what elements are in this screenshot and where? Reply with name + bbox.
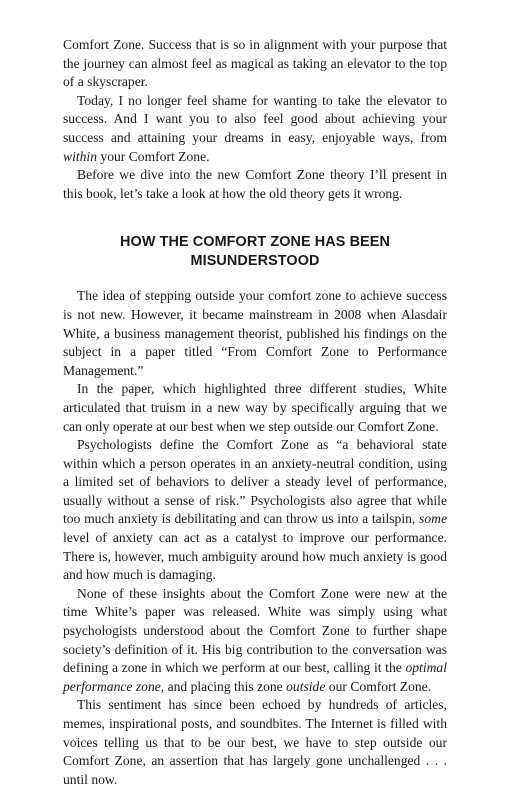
section-paragraph-3-text-b: level of anxiety can act as a catalyst to improve our performance. There is, however, much ambiguity around how much anxiety is good and how much is damaging. xyxy=(63,530,447,583)
book-page xyxy=(63,36,447,789)
intro-paragraph-2-text-a: Today, I no longer feel shame for wanting to take the elevator to success. And I want you to also feel good about achieving your success and attaining your dreams in easy, enjoyable ways, from xyxy=(63,92,447,145)
section-heading-line-2: MISUNDERSTOOD xyxy=(190,253,320,270)
section-paragraph-5: This sentiment has since been echoed by hundreds of articles, memes, inspirational posts, and soundbites. The Internet is filled with voices telling us that to be our best, we have to step outside our Comfort Zone, an assertion that has largely gone unchallenged . . . until now. xyxy=(63,697,447,787)
section-paragraph-2: In the paper, which highlighted three different studies, White articulated that truism in a new way by specifically arguing that we can only operate at our best when we step outside our Comfort Zone. xyxy=(63,381,447,434)
section-paragraph-4 xyxy=(63,585,447,697)
intro-paragraph-2-emphasis: within xyxy=(63,148,97,164)
section-paragraph-3 xyxy=(63,436,447,585)
section-paragraph-4-text-c: our Comfort Zone. xyxy=(325,678,432,694)
section-paragraph-4-emphasis-2: outside xyxy=(286,678,326,694)
section-paragraph-4-text-a: None of these insights about the Comfort Zone were new at the time White’s paper was released. White was simply using what psychologists understood about the Comfort Zone to further shape society’s definition of it. His big contribution to the conversation was defining a zone in which we perform at our best, calling it the xyxy=(63,585,447,676)
intro-paragraph-2-text-b: your Comfort Zone. xyxy=(97,148,210,164)
intro-paragraph-2 xyxy=(63,92,447,166)
section-paragraph-3-text-a: Psychologists define the Comfort Zone as “a behavioral state within which a person operates in an anxiety-neutral condition, using a limited set of behaviors to deliver a steady level of performance, usually without a sense of risk.” Psychologists also agree that while too much anxiety is debilitating and can throw us into a tailspin, xyxy=(63,437,447,527)
section-paragraph-4-emphasis-1: optimal performance zone xyxy=(63,660,447,694)
section-paragraph-3-emphasis: some xyxy=(419,511,447,527)
section-heading-line-1: HOW THE COMFORT ZONE HAS BEEN xyxy=(120,234,390,251)
intro-paragraph-3: Before we dive into the new Comfort Zone theory I’ll present in this book, let’s take a look at how the old theory gets it wrong. xyxy=(63,167,447,201)
section-heading xyxy=(63,233,447,271)
section-paragraph-1: The idea of stepping outside your comfort zone to achieve success is not new. However, it became mainstream in 2008 when Alasdair White, a business management theorist, published his findings on the subject in a paper titled “From Comfort Zone to Performance Management.” xyxy=(63,288,447,378)
section-paragraph-4-text-b: , and placing this zone xyxy=(160,678,287,694)
intro-paragraph-1: Comfort Zone. Success that is so in alignment with your purpose that the journey can almost feel as magical as taking an elevator to the top of a skyscraper. xyxy=(63,37,447,90)
